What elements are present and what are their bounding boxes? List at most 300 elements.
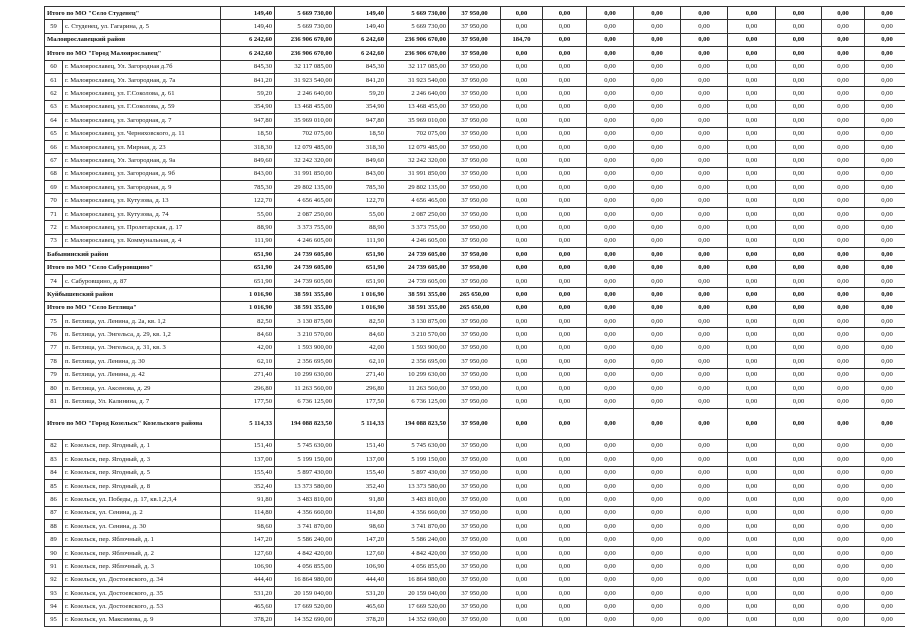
value-cell: 0,00 <box>865 587 905 600</box>
value-cell: 5 897 430,00 <box>387 466 449 479</box>
address-cell: г. Козельск, ул. Победы, д. 17, кв.1,2,3,4 <box>63 493 221 506</box>
value-cell: 0,00 <box>728 301 776 314</box>
value-cell: 1 016,90 <box>221 288 275 301</box>
value-cell: 0,00 <box>543 439 587 452</box>
value-cell: 1 593 900,00 <box>275 341 335 354</box>
value-cell: 0,00 <box>776 221 822 234</box>
value-cell: 42,00 <box>335 341 387 354</box>
value-cell: 5 745 630,00 <box>387 439 449 452</box>
summary-row <box>45 33 905 46</box>
value-cell: 0,00 <box>681 439 728 452</box>
value-cell: 5 199 150,00 <box>387 453 449 466</box>
address-cell: г. Малоярославец, Ул. Загородная д.7б <box>63 60 221 73</box>
value-cell: 0,00 <box>587 314 634 327</box>
value-cell: 0,00 <box>822 613 865 626</box>
value-cell: 38 591 355,00 <box>275 301 335 314</box>
summary-title: Итого по МО "Село Студенец" <box>45 7 221 20</box>
address-cell: г. Малоярославец, ул. Г.Соколова, д. 59 <box>63 100 221 113</box>
value-cell: 111,90 <box>335 234 387 247</box>
value-cell: 465,60 <box>221 600 275 613</box>
value-cell: 24 739 605,00 <box>387 261 449 274</box>
value-cell: 98,60 <box>221 520 275 533</box>
value-cell: 0,00 <box>501 47 543 60</box>
value-cell: 37 950,00 <box>449 560 501 573</box>
value-cell: 0,00 <box>822 533 865 546</box>
value-cell: 651,90 <box>335 274 387 287</box>
value-cell: 37 950,00 <box>449 167 501 180</box>
value-cell: 0,00 <box>634 248 681 261</box>
value-cell: 0,00 <box>681 613 728 626</box>
row-number: 64 <box>45 114 63 127</box>
value-cell: 0,00 <box>822 194 865 207</box>
value-cell: 0,00 <box>587 181 634 194</box>
value-cell: 0,00 <box>681 533 728 546</box>
value-cell: 0,00 <box>822 600 865 613</box>
value-cell: 0,00 <box>634 181 681 194</box>
value-cell: 0,00 <box>681 301 728 314</box>
summary-row <box>45 288 905 301</box>
value-cell: 32 117 085,00 <box>387 60 449 73</box>
value-cell: 843,00 <box>335 167 387 180</box>
value-cell: 0,00 <box>865 87 905 100</box>
table-row <box>45 479 905 492</box>
value-cell: 37 950,00 <box>449 368 501 381</box>
value-cell: 0,00 <box>501 368 543 381</box>
value-cell: 0,00 <box>822 288 865 301</box>
value-cell: 0,00 <box>543 274 587 287</box>
summary-row <box>45 261 905 274</box>
value-cell: 0,00 <box>681 274 728 287</box>
value-cell: 0,00 <box>681 288 728 301</box>
value-cell: 5 114,33 <box>221 408 275 439</box>
value-cell: 3 483 810,00 <box>387 493 449 506</box>
value-cell: 0,00 <box>501 314 543 327</box>
address-cell: г. Малоярославец, ул. Загородная, д. 9 <box>63 181 221 194</box>
value-cell: 6 736 125,00 <box>275 395 335 408</box>
value-cell: 0,00 <box>776 167 822 180</box>
value-cell: 0,00 <box>681 100 728 113</box>
value-cell: 32 242 320,00 <box>275 154 335 167</box>
value-cell: 0,00 <box>865 248 905 261</box>
value-cell: 0,00 <box>681 587 728 600</box>
value-cell: 0,00 <box>587 194 634 207</box>
value-cell: 0,00 <box>728 207 776 220</box>
value-cell: 29 802 135,00 <box>387 181 449 194</box>
value-cell: 5 199 150,00 <box>275 453 335 466</box>
value-cell: 0,00 <box>865 466 905 479</box>
value-cell: 32 117 085,00 <box>275 60 335 73</box>
address-cell: с. Сабуровщино, д. 87 <box>63 274 221 287</box>
value-cell: 0,00 <box>728 479 776 492</box>
value-cell: 0,00 <box>634 33 681 46</box>
value-cell: 0,00 <box>728 87 776 100</box>
table-row <box>45 341 905 354</box>
row-number: 89 <box>45 533 63 546</box>
value-cell: 37 950,00 <box>449 194 501 207</box>
address-cell: г. Козельск, ул. Максимова, д. 9 <box>63 613 221 626</box>
summary-row <box>45 47 905 60</box>
value-cell: 0,00 <box>776 181 822 194</box>
value-cell: 5 669 730,00 <box>387 20 449 33</box>
value-cell: 0,00 <box>587 234 634 247</box>
value-cell: 114,80 <box>221 506 275 519</box>
value-cell: 111,90 <box>221 234 275 247</box>
value-cell: 0,00 <box>587 154 634 167</box>
table-row <box>45 194 905 207</box>
value-cell: 0,00 <box>822 381 865 394</box>
value-cell: 151,40 <box>221 439 275 452</box>
value-cell: 0,00 <box>822 181 865 194</box>
value-cell: 0,00 <box>587 341 634 354</box>
value-cell: 0,00 <box>822 314 865 327</box>
value-cell: 0,00 <box>865 60 905 73</box>
value-cell: 0,00 <box>865 341 905 354</box>
value-cell: 3 373 755,00 <box>275 221 335 234</box>
value-cell: 0,00 <box>865 546 905 559</box>
value-cell: 0,00 <box>681 181 728 194</box>
value-cell: 0,00 <box>865 33 905 46</box>
value-cell: 296,80 <box>335 381 387 394</box>
value-cell: 0,00 <box>776 288 822 301</box>
value-cell: 0,00 <box>865 395 905 408</box>
value-cell: 0,00 <box>776 33 822 46</box>
value-cell: 1 016,90 <box>335 288 387 301</box>
value-cell: 0,00 <box>776 533 822 546</box>
value-cell: 651,90 <box>221 274 275 287</box>
value-cell: 0,00 <box>681 453 728 466</box>
value-cell: 0,00 <box>501 221 543 234</box>
value-cell: 0,00 <box>728 167 776 180</box>
value-cell: 0,00 <box>543 207 587 220</box>
value-cell: 82,50 <box>221 314 275 327</box>
value-cell: 0,00 <box>501 453 543 466</box>
value-cell: 14 352 690,00 <box>275 613 335 626</box>
value-cell: 947,80 <box>335 114 387 127</box>
value-cell: 42,00 <box>221 341 275 354</box>
value-cell: 0,00 <box>728 573 776 586</box>
value-cell: 127,60 <box>335 546 387 559</box>
table-row <box>45 154 905 167</box>
value-cell: 236 906 670,00 <box>275 33 335 46</box>
table-row <box>45 355 905 368</box>
value-cell: 0,00 <box>587 100 634 113</box>
value-cell: 24 739 605,00 <box>275 248 335 261</box>
value-cell: 55,00 <box>335 207 387 220</box>
value-cell: 0,00 <box>543 127 587 140</box>
value-cell: 0,00 <box>681 600 728 613</box>
value-cell: 354,90 <box>221 100 275 113</box>
value-cell: 0,00 <box>681 221 728 234</box>
value-cell: 843,00 <box>221 167 275 180</box>
value-cell: 0,00 <box>501 546 543 559</box>
value-cell: 0,00 <box>543 328 587 341</box>
value-cell: 0,00 <box>634 479 681 492</box>
value-cell: 0,00 <box>587 479 634 492</box>
row-number: 80 <box>45 381 63 394</box>
value-cell: 0,00 <box>634 381 681 394</box>
value-cell: 0,00 <box>776 408 822 439</box>
value-cell: 0,00 <box>822 73 865 86</box>
value-cell: 0,00 <box>634 355 681 368</box>
value-cell: 0,00 <box>587 127 634 140</box>
value-cell: 0,00 <box>634 613 681 626</box>
value-cell: 0,00 <box>728 453 776 466</box>
value-cell: 0,00 <box>865 140 905 153</box>
value-cell: 0,00 <box>822 127 865 140</box>
value-cell: 0,00 <box>865 301 905 314</box>
summary-title: Итого по МО "Город Малоярославец" <box>45 47 221 60</box>
value-cell: 0,00 <box>501 167 543 180</box>
address-cell: п. Бетлица, ул. Ленина, д. 30 <box>63 355 221 368</box>
row-number: 75 <box>45 314 63 327</box>
value-cell: 296,80 <box>221 381 275 394</box>
address-cell: г. Малоярославец, ул. Коммунальная, д. 4 <box>63 234 221 247</box>
row-number: 66 <box>45 140 63 153</box>
value-cell: 0,00 <box>501 328 543 341</box>
value-cell: 0,00 <box>501 181 543 194</box>
value-cell: 0,00 <box>587 453 634 466</box>
value-cell: 0,00 <box>634 234 681 247</box>
address-cell: г. Козельск, ул. Сенина, д. 2 <box>63 506 221 519</box>
value-cell: 352,40 <box>221 479 275 492</box>
value-cell: 147,20 <box>335 533 387 546</box>
value-cell: 0,00 <box>728 587 776 600</box>
value-cell: 0,00 <box>822 479 865 492</box>
value-cell: 0,00 <box>776 613 822 626</box>
value-cell: 122,70 <box>221 194 275 207</box>
value-cell: 0,00 <box>728 493 776 506</box>
value-cell: 0,00 <box>501 60 543 73</box>
row-number: 62 <box>45 87 63 100</box>
value-cell: 0,00 <box>501 87 543 100</box>
value-cell: 0,00 <box>776 20 822 33</box>
value-cell: 0,00 <box>776 100 822 113</box>
value-cell: 0,00 <box>822 261 865 274</box>
value-cell: 37 950,00 <box>449 274 501 287</box>
value-cell: 0,00 <box>865 314 905 327</box>
value-cell: 0,00 <box>634 261 681 274</box>
address-cell: п. Бетлица, ул. Энгельса, д. 29, кв. 1,2 <box>63 328 221 341</box>
value-cell: 37 950,00 <box>449 140 501 153</box>
address-cell: г. Козельск, ул. Достоевского, д. 53 <box>63 600 221 613</box>
value-cell: 0,00 <box>543 493 587 506</box>
value-cell: 0,00 <box>587 587 634 600</box>
value-cell: 0,00 <box>822 60 865 73</box>
value-cell: 0,00 <box>587 248 634 261</box>
value-cell: 0,00 <box>501 355 543 368</box>
value-cell: 0,00 <box>776 114 822 127</box>
address-cell: г. Малоярославец, ул. Загородная, д. 9б <box>63 167 221 180</box>
value-cell: 0,00 <box>728 533 776 546</box>
table-row <box>45 167 905 180</box>
value-cell: 0,00 <box>681 207 728 220</box>
value-cell: 37 950,00 <box>449 546 501 559</box>
value-cell: 155,40 <box>335 466 387 479</box>
row-number: 92 <box>45 573 63 586</box>
value-cell: 0,00 <box>822 546 865 559</box>
value-cell: 6 736 125,00 <box>387 395 449 408</box>
row-number: 70 <box>45 194 63 207</box>
value-cell: 0,00 <box>587 466 634 479</box>
table-row <box>45 114 905 127</box>
value-cell: 0,00 <box>865 194 905 207</box>
address-cell: г. Козельск, пер. Яблочный, д. 1 <box>63 533 221 546</box>
address-cell: г. Малоярославец, ул. Кутузова, д. 74 <box>63 207 221 220</box>
value-cell: 6 242,60 <box>335 33 387 46</box>
value-cell: 785,30 <box>335 181 387 194</box>
value-cell: 651,90 <box>335 261 387 274</box>
value-cell: 0,00 <box>776 600 822 613</box>
value-cell: 0,00 <box>776 154 822 167</box>
table-row <box>45 573 905 586</box>
value-cell: 849,60 <box>221 154 275 167</box>
value-cell: 2 087 250,00 <box>387 207 449 220</box>
value-cell: 0,00 <box>543 560 587 573</box>
value-cell: 849,60 <box>335 154 387 167</box>
value-cell: 1 016,90 <box>221 301 275 314</box>
value-cell: 37 950,00 <box>449 573 501 586</box>
value-cell: 0,00 <box>501 234 543 247</box>
value-cell: 62,10 <box>335 355 387 368</box>
value-cell: 0,00 <box>634 453 681 466</box>
value-cell: 0,00 <box>634 127 681 140</box>
value-cell: 91,80 <box>221 493 275 506</box>
value-cell: 0,00 <box>501 600 543 613</box>
value-cell: 155,40 <box>221 466 275 479</box>
value-cell: 0,00 <box>634 207 681 220</box>
value-cell: 0,00 <box>776 546 822 559</box>
value-cell: 0,00 <box>865 328 905 341</box>
row-number: 79 <box>45 368 63 381</box>
value-cell: 0,00 <box>587 7 634 20</box>
value-cell: 0,00 <box>728 248 776 261</box>
value-cell: 0,00 <box>543 100 587 113</box>
value-cell: 0,00 <box>587 573 634 586</box>
address-cell: с. Студенец, ул. Гагарина, д. 5 <box>63 20 221 33</box>
row-number: 82 <box>45 439 63 452</box>
value-cell: 702 075,00 <box>387 127 449 140</box>
table-row <box>45 546 905 559</box>
value-cell: 0,00 <box>501 381 543 394</box>
value-cell: 0,00 <box>501 288 543 301</box>
value-cell: 0,00 <box>501 341 543 354</box>
value-cell: 0,00 <box>587 381 634 394</box>
value-cell: 271,40 <box>221 368 275 381</box>
value-cell: 0,00 <box>501 154 543 167</box>
value-cell: 0,00 <box>728 395 776 408</box>
value-cell: 0,00 <box>728 274 776 287</box>
value-cell: 0,00 <box>543 181 587 194</box>
value-cell: 0,00 <box>822 100 865 113</box>
value-cell: 0,00 <box>543 167 587 180</box>
value-cell: 91,80 <box>335 493 387 506</box>
value-cell: 0,00 <box>501 493 543 506</box>
value-cell: 0,00 <box>776 60 822 73</box>
value-cell: 37 950,00 <box>449 261 501 274</box>
value-cell: 16 864 980,00 <box>387 573 449 586</box>
table-row <box>45 560 905 573</box>
value-cell: 37 950,00 <box>449 520 501 533</box>
value-cell: 6 242,60 <box>335 47 387 60</box>
value-cell: 0,00 <box>634 73 681 86</box>
table-row <box>45 314 905 327</box>
value-cell: 0,00 <box>543 600 587 613</box>
value-cell: 5 669 730,00 <box>275 7 335 20</box>
value-cell: 0,00 <box>587 328 634 341</box>
address-cell: п. Бетлица, ул. Энгельса, д. 31, кв. 3 <box>63 341 221 354</box>
value-cell: 0,00 <box>681 248 728 261</box>
value-cell: 37 950,00 <box>449 533 501 546</box>
value-cell: 0,00 <box>587 560 634 573</box>
row-number: 61 <box>45 73 63 86</box>
address-cell: г. Малоярославец, ул. Пролетарская, д. 17 <box>63 221 221 234</box>
value-cell: 37 950,00 <box>449 408 501 439</box>
value-cell: 0,00 <box>865 20 905 33</box>
value-cell: 841,20 <box>221 73 275 86</box>
row-number: 88 <box>45 520 63 533</box>
value-cell: 37 950,00 <box>449 248 501 261</box>
value-cell: 0,00 <box>634 546 681 559</box>
value-cell: 0,00 <box>681 47 728 60</box>
value-cell: 0,00 <box>776 314 822 327</box>
value-cell: 0,00 <box>634 506 681 519</box>
value-cell: 0,00 <box>587 87 634 100</box>
row-number: 84 <box>45 466 63 479</box>
value-cell: 6 242,60 <box>221 47 275 60</box>
value-cell: 0,00 <box>865 100 905 113</box>
value-cell: 0,00 <box>822 368 865 381</box>
value-cell: 0,00 <box>728 328 776 341</box>
value-cell: 3 210 570,00 <box>275 328 335 341</box>
value-cell: 37 950,00 <box>449 381 501 394</box>
value-cell: 0,00 <box>634 560 681 573</box>
table-row <box>45 453 905 466</box>
address-cell: п. Бетлица, ул. Ленина, д. 2а, кв. 1,2 <box>63 314 221 327</box>
value-cell: 0,00 <box>865 167 905 180</box>
value-cell: 151,40 <box>335 439 387 452</box>
table-row <box>45 368 905 381</box>
value-cell: 0,00 <box>776 73 822 86</box>
row-number: 72 <box>45 221 63 234</box>
table-row <box>45 328 905 341</box>
value-cell: 785,30 <box>221 181 275 194</box>
value-cell: 0,00 <box>865 613 905 626</box>
value-cell: 0,00 <box>776 573 822 586</box>
value-cell: 0,00 <box>822 7 865 20</box>
value-cell: 0,00 <box>634 600 681 613</box>
value-cell: 37 950,00 <box>449 600 501 613</box>
table-row <box>45 587 905 600</box>
row-number: 85 <box>45 479 63 492</box>
value-cell: 37 950,00 <box>449 453 501 466</box>
value-cell: 0,00 <box>681 194 728 207</box>
value-cell: 271,40 <box>335 368 387 381</box>
value-cell: 0,00 <box>543 520 587 533</box>
value-cell: 0,00 <box>865 439 905 452</box>
value-cell: 702 075,00 <box>275 127 335 140</box>
value-cell: 0,00 <box>681 87 728 100</box>
value-cell: 11 263 560,00 <box>387 381 449 394</box>
value-cell: 2 087 250,00 <box>275 207 335 220</box>
value-cell: 84,60 <box>335 328 387 341</box>
value-cell: 0,00 <box>865 453 905 466</box>
value-cell: 0,00 <box>728 546 776 559</box>
value-cell: 0,00 <box>634 520 681 533</box>
value-cell: 0,00 <box>681 154 728 167</box>
value-cell: 0,00 <box>634 47 681 60</box>
value-cell: 0,00 <box>865 114 905 127</box>
value-cell: 0,00 <box>587 20 634 33</box>
